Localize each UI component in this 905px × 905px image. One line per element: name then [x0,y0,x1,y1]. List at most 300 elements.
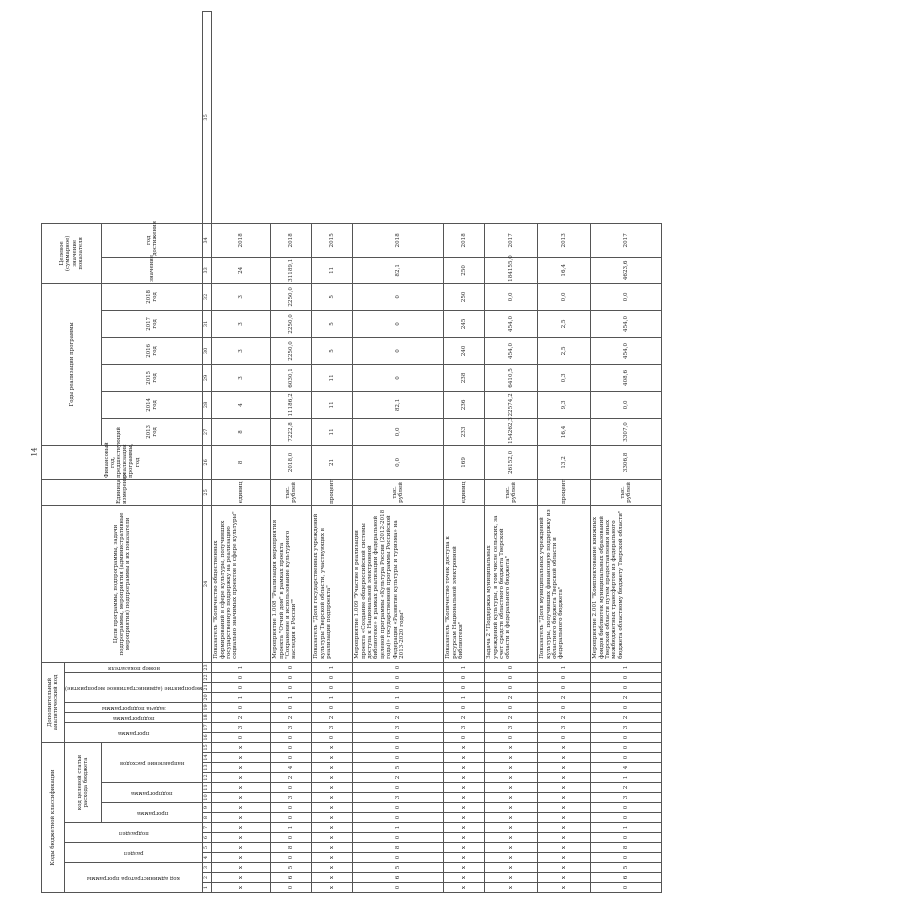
row-year-value-text: 454,0 [623,315,629,332]
code-cell [485,732,538,742]
code-cell [271,773,312,783]
column-number-text: 8 [203,815,210,820]
code-cell-text: x [508,855,514,860]
code-cell [271,793,312,803]
row-finance-value [212,445,271,479]
code-cell [444,662,485,672]
row-year-value-text: 0,0 [623,400,629,410]
code-cell [312,863,353,873]
code-cell [312,783,353,793]
row-target-year-text: 2018 [395,233,401,248]
row-description-text: Задача 2 "Поддержка муниципальных учреждений культуры, в том числе сельских, за счет средств областного бюджета Тверской области и федерального бюджета" [486,515,512,659]
row-year-value-text: 454,0 [623,342,629,359]
code-cell-text: x [329,855,335,860]
code-cell [312,853,353,863]
code-cell [444,682,485,692]
code-cell-text: x [461,825,467,830]
code-cell [485,763,538,773]
row-target-year-text: 2013 [561,233,567,248]
row-year-value [212,337,271,364]
code-cell-text: 0 [288,805,294,810]
kcsr-group-header [65,742,102,822]
code-cell-text: 1 [238,695,244,700]
row-year-value [591,337,662,364]
row-year-value-text: 454,0 [508,315,514,332]
code-cell-text: 0 [288,675,294,680]
code-cell-text: 0 [238,675,244,680]
column-number-text: 23 [203,664,210,671]
column-number-text: 19 [203,704,210,711]
code-cell [312,813,353,823]
column-number-text: 7 [203,825,210,830]
code-cell [591,753,662,763]
code-cell-text: x [329,775,335,780]
code-cell [271,672,312,682]
row-year-value-text: 2,5 [561,319,567,329]
code-cell-text: x [561,885,567,890]
finance-header-text: Финансовый год, предшествующий реализации программы, год [103,427,141,478]
column-number-text: 14 [203,754,210,761]
code-cell [271,732,312,742]
code-cell [312,692,353,702]
row-year-value [444,283,485,310]
indicator-header-text: номер показателя [107,664,160,671]
codes-group-header [42,742,65,892]
column-number [203,702,212,712]
row-year-value [485,391,538,418]
code-cell-text: x [461,835,467,840]
column-number-text: 30 [203,347,210,355]
code-cell [312,742,353,752]
code-cell-text: 0 [395,885,401,890]
row-year-value [212,283,271,310]
code-cell-text: x [561,875,567,880]
code-cell [538,883,591,893]
code-cell-text: 0 [623,675,629,680]
code-cell [485,742,538,752]
column-number-text: 1 [203,885,210,890]
code-cell-text: 2 [561,715,567,720]
row-year-value [485,310,538,337]
code-cell [538,742,591,752]
code-cell [485,813,538,823]
razdel-header-text: раздел [123,849,144,856]
code-cell-text: 0 [395,675,401,680]
column-number [203,873,212,883]
code-cell [591,662,662,672]
code-cell-text: 0 [623,815,629,820]
code-cell [212,843,271,853]
code-cell-text: x [238,845,244,850]
row-description [353,505,444,662]
code-cell [353,863,444,873]
code-cell-text: 3 [461,725,467,730]
column-number [203,12,212,224]
code-cell-text: 0 [508,665,514,670]
code-cell-text: 1 [395,695,401,700]
task-header-text: задача подпрограммы [101,704,166,711]
row-target-year-text: 2017 [623,233,629,248]
code-cell [212,742,271,752]
code-cell [312,682,353,692]
unit-header [42,472,203,505]
row-year-value-text: 2250,0 [288,314,294,334]
kcsr-subprogram-header [102,783,203,803]
code-cell-text: x [508,775,514,780]
code-cell-text: x [329,865,335,870]
code-cell [212,883,271,893]
row-year-value-text: 11186,2 [288,393,294,417]
column-number [203,763,212,773]
code-cell-text: 0 [395,685,401,690]
code-cell-text: 0 [561,735,567,740]
code-cell [353,773,444,783]
code-cell-text: 0 [508,735,514,740]
code-cell-text: x [329,765,335,770]
code-cell-text: x [329,805,335,810]
code-cell [485,793,538,803]
row-year-value-text: 0,0 [508,292,514,302]
column-number [203,672,212,682]
code-cell-text: 1 [329,695,335,700]
column-number [203,391,212,418]
code-cell [591,732,662,742]
row-unit [271,479,312,505]
code-cell-text: x [561,785,567,790]
code-cell [444,863,485,873]
column-number [203,682,212,692]
column-number-text: 35 [203,114,210,121]
code-cell [538,712,591,722]
code-cell [538,773,591,783]
column-number-text: 2 [203,875,210,880]
row-target-value-text: 184155,0 [508,255,514,282]
row-target-year-text: 2018 [461,233,467,248]
code-cell [591,692,662,702]
column-number-text: 24 [203,580,210,588]
code-cell [212,763,271,773]
code-cell-text: x [329,745,335,750]
row-year-value-text: 0,0 [395,427,401,437]
code-cell-text: 2 [561,695,567,700]
column-number [203,742,212,752]
column-number [203,662,212,672]
code-cell-text: 0 [288,815,294,820]
code-cell [271,702,312,712]
column-number-text: 28 [203,401,210,409]
column-number [203,712,212,722]
row-description-text: Показатель "Доля государственных учреждений культуры Тверской области, участвующих в реализации подпроекта" [313,513,333,659]
code-cell-text: x [461,785,467,790]
row-year-value-text: 154262,3 [508,417,514,444]
column-number [203,505,212,662]
code-cell [538,662,591,672]
row-year-value [444,391,485,418]
code-cell-text: x [238,745,244,750]
code-cell [444,793,485,803]
code-cell [312,833,353,843]
code-cell-text: x [508,865,514,870]
code-cell-text: 0 [623,805,629,810]
code-cell [444,823,485,833]
code-cell [312,843,353,853]
subprogram-analytic-header [65,712,203,722]
code-cell-text: 1 [623,825,629,830]
code-cell [591,763,662,773]
column-number-text: 5 [203,845,210,850]
code-cell-text: x [461,865,467,870]
row-year-value-text: 3 [238,322,244,326]
code-cell [312,722,353,732]
code-cell [353,672,444,682]
code-cell-text: x [461,775,467,780]
year-header-1-text: 2014 год [146,398,159,412]
code-cell [485,773,538,783]
code-cell [485,662,538,672]
row-unit-text: тыс. рублей [391,482,405,503]
code-cell-text: x [508,885,514,890]
code-cell [312,753,353,763]
row-target-year-text: 2018 [288,233,294,248]
code-cell-text: 5 [623,865,629,870]
row-year-value-text: 11 [329,374,335,382]
code-cell [212,712,271,722]
row-target-value-text: 4623,6 [623,260,629,281]
row-unit-text: процент [561,479,567,504]
code-cell [271,853,312,863]
code-cell-text: x [329,825,335,830]
row-year-value [271,391,312,418]
column-number [203,722,212,732]
code-cell [591,823,662,833]
code-cell-text: 1 [461,695,467,700]
code-cell [538,783,591,793]
code-cell-text: x [238,875,244,880]
row-year-value [312,364,353,391]
row-description-text: Показатель "Количество общественных формирований в сфере культуры, получивших государственную поддержку на реализацию социально значимых проектов в сфере культуры" [213,511,239,659]
row-unit-text: тыс. рублей [284,482,298,503]
code-cell [485,702,538,712]
code-cell-text: x [461,745,467,750]
admin-code-header [65,863,203,893]
column-number-text: 10 [203,794,210,801]
row-year-value-text: 0 [395,376,401,380]
kcsr-program-header [102,803,203,823]
row-target-value [444,257,485,283]
code-cell-text: 0 [288,745,294,750]
code-cell [591,803,662,813]
code-cell-text: 0 [561,675,567,680]
code-cell [271,843,312,853]
row-year-value [485,364,538,391]
code-cell [538,692,591,702]
code-cell-text: 8 [395,845,401,850]
code-cell-text: 2 [623,715,629,720]
row-year-value [271,364,312,391]
code-cell-text: 0 [329,685,335,690]
column-number [203,883,212,893]
code-cell [312,702,353,712]
name-header [42,505,203,662]
code-cell-text: x [508,765,514,770]
row-finance-value-text: 0,0 [395,457,401,467]
row-year-value-text: 5 [329,295,335,299]
row-year-value-text: 82,1 [395,398,401,412]
row-finance-value [444,445,485,479]
code-cell [444,843,485,853]
code-cell-text: x [561,815,567,820]
code-cell-text: 8 [623,845,629,850]
code-cell [538,853,591,863]
code-cell [353,742,444,752]
row-target-value [538,257,591,283]
row-year-value [591,391,662,418]
code-cell [271,803,312,813]
column-number-row [203,12,212,893]
row-description-text: Мероприятие 1.009 "Участие в реализации проекта «Создание общероссийской системы доступа к Национальной электронной библиотеке» в рамках реализации федеральной целевой программы «Культура России (2012-2018 годы)» государственной программы Российской Федерации «Развитие культуры и туризма» на 2013-2020 годы" [354,509,406,659]
code-cell [444,813,485,823]
code-cell-text: 1 [623,775,629,780]
code-cell [485,672,538,682]
row-year-value [538,310,591,337]
row-year-value [271,283,312,310]
code-cell [271,682,312,692]
row-description-text: Показатель "Доля муниципальных учреждений культуры, получивших финансовую поддержку из областного бюджета Тверской области и федерального бюджета" [539,509,565,659]
analytic-group-header [42,662,65,742]
row-target-value [271,257,312,283]
column-number-text: 33 [203,267,210,274]
row-year-value [353,310,444,337]
row-description [485,505,538,662]
code-cell-text: 0 [288,705,294,710]
row-finance-value [312,445,353,479]
code-cell [538,843,591,853]
row-year-value-text: 233 [461,426,467,438]
row-year-value [444,418,485,445]
code-cell-text: x [561,855,567,860]
row-year-value [353,391,444,418]
code-cell-text: 3 [508,725,514,730]
code-cell-text: 0 [623,855,629,860]
code-cell-text: 0 [288,785,294,790]
code-cell [591,873,662,883]
code-cell-text: 0 [395,855,401,860]
code-cell [444,712,485,722]
column-number [203,257,212,283]
column-number-text: 17 [203,724,210,731]
column-number [203,863,212,873]
row-year-value [591,283,662,310]
codes-group-header-text: Коды бюджетной классификации [49,769,56,866]
code-cell-text: 3 [623,795,629,800]
row-unit-text: тыс. рублей [619,482,633,503]
podrazdel-header [65,823,203,843]
row-target-value [353,257,444,283]
row-year-value [353,283,444,310]
code-cell-text: x [508,815,514,820]
code-cell [353,783,444,793]
code-cell-text: 6 [395,875,401,880]
row-unit [485,479,538,505]
row-year-value [485,418,538,445]
row-unit-text: тыс. рублей [504,482,518,503]
code-cell-text: 2 [329,715,335,720]
code-cell-text: x [238,855,244,860]
code-cell [485,883,538,893]
program-analytic-header-text: программа [117,729,150,736]
code-cell-text: 2 [288,715,294,720]
column-number [203,793,212,803]
analytic-group-header-text: Дополнительный аналитический код [46,674,59,731]
code-cell-text: 0 [329,675,335,680]
row-year-value-text: 8 [238,430,244,434]
column-number-text: 12 [203,774,210,781]
year-header-4 [102,310,203,337]
code-cell-text: 0 [288,755,294,760]
table-row [353,12,444,893]
code-cell-text: x [329,835,335,840]
column-number-text: 6 [203,835,210,840]
years-group-header-text: Годы реализации программы [68,322,75,407]
year-header-3-text: 2016 год [146,344,159,358]
code-cell-text: 0 [329,705,335,710]
code-cell [538,732,591,742]
code-cell-text: x [238,805,244,810]
row-year-value [538,418,591,445]
code-cell [212,783,271,793]
code-cell-text: 6 [623,875,629,880]
row-target-value-text: 31189,1 [288,258,294,282]
code-cell-text: x [508,755,514,760]
page-number: 14 [30,447,39,457]
code-cell-text: x [508,875,514,880]
code-cell-text: 0 [288,835,294,840]
row-year-value [538,337,591,364]
code-cell-text: x [329,795,335,800]
code-cell [538,813,591,823]
row-year-value-text: 7222,8 [288,422,294,442]
year-header-4-text: 2017 год [146,317,159,331]
code-cell [312,773,353,783]
code-cell-text: 2 [395,775,401,780]
code-cell-text: 3 [395,795,401,800]
code-cell-text: 2 [623,785,629,790]
program-analytic-header [65,722,203,742]
row-finance-value-text: 26152,0 [508,450,514,474]
row-year-value-text: 236 [461,399,467,411]
code-cell-text: x [238,885,244,890]
column-number [203,337,212,364]
code-cell-text: x [461,795,467,800]
event-header-text: мероприятие (административное мероприятие) [65,684,203,691]
code-cell-text: x [508,805,514,810]
row-year-value-text: 2250,0 [288,341,294,361]
column-number [203,843,212,853]
row-target-value [312,257,353,283]
code-cell-text: 1 [288,695,294,700]
row-year-value [212,310,271,337]
admin-code-header-text: код администратора программы [87,874,181,881]
code-cell-text: 0 [508,705,514,710]
code-cell [271,742,312,752]
code-cell [212,853,271,863]
code-cell [312,793,353,803]
column-number-text: 18 [203,714,210,721]
code-cell [353,793,444,803]
code-cell [353,803,444,813]
code-cell-text: 0 [329,735,335,740]
row-year-value-text: 238 [461,372,467,384]
